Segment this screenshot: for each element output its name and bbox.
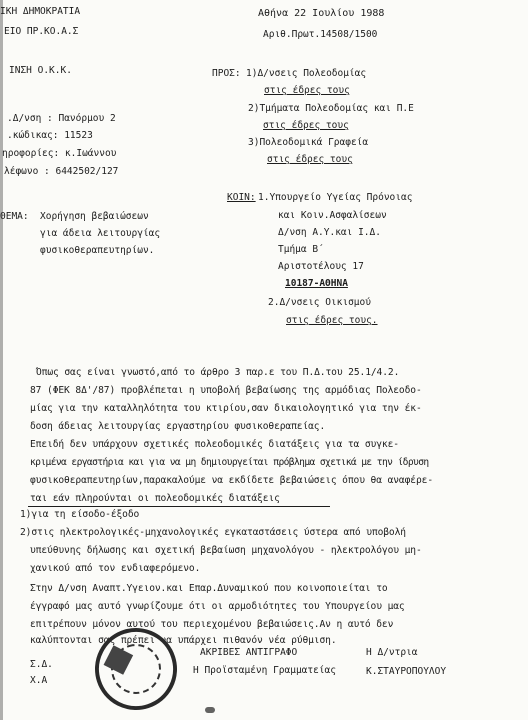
subject-label: ΘΕΜΑ:: [0, 211, 29, 222]
body-line-10: 2)στις ηλεκτρολογικές-μηχανολογικές εγκαταστάσεις ύστερα από υποβολή: [20, 527, 406, 538]
cc-label: ΚΟΙΝ:: [227, 192, 256, 203]
director-title: Η Δ/ντρια: [366, 647, 418, 658]
body-line-12: χανικού από τον ενδιαφερόμενο.: [30, 563, 201, 574]
body-line-7: φυσικοθεραπευτηρίων,παρακαλούμε να εκδίδετε βεβαιώσεις όπου θα αναφέρε-: [30, 475, 433, 486]
subject-line-3: φυσικοθεραπευτηρίων.: [40, 245, 155, 256]
org-line1: ΙΚΗ ΔΗΜΟΚΡΑΤΙΑ: [0, 6, 81, 17]
body-line-3: μίας για την καταλληλότητα του κτιρίου,σαν δικαιολογητικό για την έκ-: [30, 403, 422, 414]
initials: Σ.Δ.: [30, 659, 53, 670]
recipient-3-sub: στις έδρες τους: [267, 154, 353, 165]
body-line-16: καλύπτονται σας πρέπει να υπάρχει πιθανόν νέα ρύθμιση.: [30, 635, 337, 646]
official-seal-icon: [84, 617, 187, 720]
certified-copy: ΑΚΡΙΒΕΣ ΑΝΤΙΓΡΑΦΟ: [200, 647, 298, 658]
subject-line-2: για άδεια λειτουργίας: [40, 228, 161, 239]
recipient-2-sub: στις έδρες τους: [263, 120, 349, 131]
recipient-1: 1)Δ/νσεις Πολεοδομίας: [246, 68, 367, 79]
body-line-1: Όπως σας είναι γνωστό,από το άρθρο 3 παρ.ε του Π.Δ.του 25.1/4.2.: [36, 367, 400, 378]
recipients-label: ΠΡΟΣ:: [212, 68, 241, 79]
body-line-9: 1)για τη είσοδο-έξοδο: [20, 509, 140, 520]
cc-line-3: Δ/νση Α.Υ.και Ι.Δ.: [278, 227, 381, 238]
recipient-3: 3)Πολεοδομικά Γραφεία: [248, 137, 369, 148]
body-line-5: Επειδή δεν υπάρχουν σχετικές πολεοδομικές διατάξεις για τα συγκε-: [30, 439, 399, 450]
body-line-13: Στην Δ/νση Αναπτ.Υγειον.και Επαρ.Δυναμικού που κοινοποιείται το: [30, 583, 388, 594]
body-line-6: κριμένα εργαστήρια και για να μη δημιουργείται πρόβλημα σχετικά με την ίδρυση: [30, 457, 429, 468]
org-line2: ΕΙΟ ΠΡ.ΚΟ.Α.Σ: [4, 26, 79, 37]
body-line-11: υπεύθυνης δήλωσης και σχετική βεβαίωση μηχανολόγου - ηλεκτρολόγου μη-: [30, 545, 422, 556]
postcode: .κώδικας: 11523: [7, 130, 93, 141]
director-name: Κ.ΣΤΑΥΡΟΠΟΥΛΟΥ: [366, 666, 447, 677]
cc-line-2: και Κοιν.Ασφαλίσεων: [278, 210, 387, 221]
subject-line-1: Χορήγηση βεβαιώσεων: [40, 211, 149, 222]
protocol-number: Αριθ.Πρωτ.14508/1500: [263, 29, 378, 40]
body-line-8: ται εάν πληρούνται οι πολεοδομικές διατάξεις: [30, 493, 280, 504]
recipient-2: 2)Τμήματα Πολεοδομίας και Π.Ε: [248, 103, 414, 114]
scan-speck: [205, 707, 215, 713]
cc-line-5: Αριστοτέλους 17: [278, 261, 364, 272]
info-person: ηροφορίες: κ.Ιωάννου: [2, 148, 117, 159]
document-date: Αθήνα 22 Ιουλίου 1988: [258, 8, 385, 19]
body-line-4: δοση άδειας λειτουργίας εργαστηρίου φυσικοθεραπείας.: [30, 421, 326, 432]
department: ΙΝΣΗ Ο.Κ.Κ.: [9, 65, 72, 76]
secretary-title: Η Προϊσταμένη Γραμματείας: [193, 665, 336, 676]
cc-line-4: Τμήμα Β΄: [278, 244, 324, 255]
cc-line-8: στις έδρες τους.: [286, 315, 378, 326]
initials-2: Χ.Α: [30, 675, 48, 686]
body-line-14: έγγραφό μας αυτό γνωρίζουμε ότι οι αρμοδιότητες του Υπουργείου μας: [30, 601, 405, 612]
cc-line-1: 1.Υπουργείο Υγείας Πρόνοιας: [258, 192, 413, 203]
body-line-2: 87 (ΦΕΚ 8Δ'/87) προβλέπεται η υποβολή βεβαίωσης της αρμόδιας Πολεοδο-: [30, 385, 422, 396]
scan-edge: [0, 0, 3, 720]
recipient-1-sub: στις έδρες τους: [264, 85, 350, 96]
cc-line-6: 10187-ΑΘΗΝΑ: [285, 278, 348, 289]
address: .Δ/νση : Πανόρμου 2: [7, 113, 116, 124]
cc-line-7: 2.Δ/νσεις Οικισμού: [268, 297, 371, 308]
phone: λέφωνο : 6442502/127: [4, 166, 119, 177]
body-line-15: επιτρέπουν μόνον αυτού του περιεχομένου βεβαιώσεις.Αν η αυτό δεν: [30, 619, 394, 630]
underline-rule: [28, 506, 330, 507]
